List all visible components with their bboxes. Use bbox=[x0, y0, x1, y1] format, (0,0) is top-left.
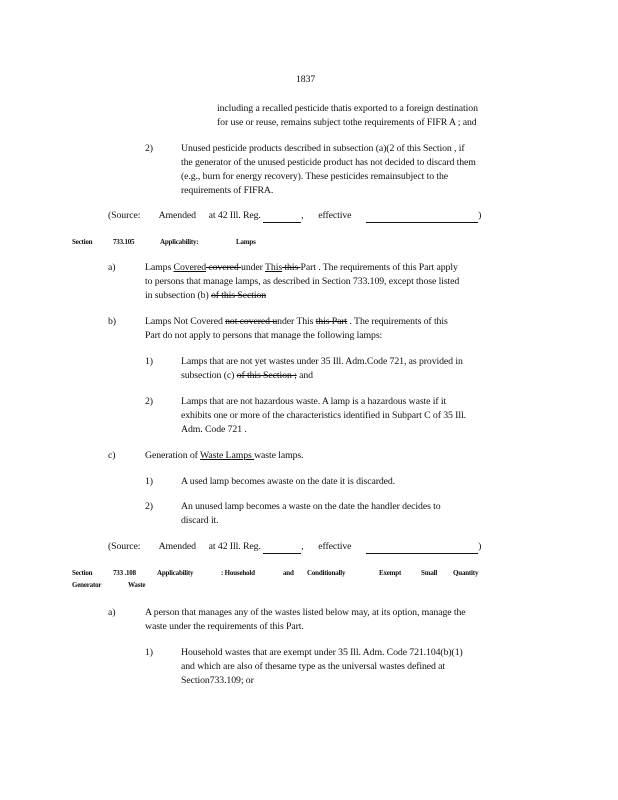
deleted-text: not covered u bbox=[225, 316, 278, 327]
source-reg: at 42 Ill. Reg. bbox=[208, 210, 261, 221]
section-number: 733.105 bbox=[113, 238, 135, 246]
text-run: under bbox=[241, 262, 266, 273]
deleted-text: this Part bbox=[315, 316, 348, 327]
text-run: . The requirements of this bbox=[347, 316, 448, 327]
text-run: nder This bbox=[277, 316, 316, 327]
source-note bbox=[108, 209, 481, 223]
item-c2-line-2: discard it. bbox=[181, 515, 219, 526]
inserted-text: Waste Lamps bbox=[200, 450, 255, 461]
paragraph-108a-line-2: waste under the requirements of this Part. bbox=[145, 621, 304, 632]
inserted-text: Covered bbox=[173, 262, 207, 273]
source-label: (Source: bbox=[108, 210, 141, 221]
paragraph-b-line-1 bbox=[145, 315, 448, 329]
item-number: 2) bbox=[145, 501, 153, 512]
paragraph-b-line-2: Part do not apply to persons that manage the following lamps: bbox=[145, 330, 383, 341]
source-note bbox=[108, 540, 481, 554]
continuation-line-1: including a recalled pesticide thatis exported to a foreign destination bbox=[217, 103, 478, 114]
section-title-word: and bbox=[283, 569, 294, 577]
section-label: Section bbox=[72, 569, 93, 577]
item-2-line-1: Unused pesticide products described in subsection (a)(2 of this Section , if bbox=[181, 143, 465, 154]
text-run: waste lamps. bbox=[254, 450, 304, 461]
source-comma: , bbox=[301, 210, 304, 221]
section-label: Section bbox=[72, 238, 93, 246]
section-title: Applicability: bbox=[160, 238, 199, 246]
effective-blank bbox=[366, 212, 478, 223]
item-b1-line-1: Lamps that are not yet wastes under 35 Ill. Adm.Code 721, as provided in bbox=[181, 356, 463, 367]
text-run: Lamps Not Covered bbox=[145, 316, 226, 327]
text-run: and bbox=[296, 370, 313, 381]
paragraph-a-line-1 bbox=[145, 261, 458, 275]
text-run: Part . The requirements of this Part apply bbox=[300, 262, 458, 273]
item-b1-line-2 bbox=[181, 369, 313, 383]
source-effective: effective bbox=[318, 541, 352, 552]
item-number: 2) bbox=[145, 396, 153, 407]
item-2-line-4: requirements of FIFRA. bbox=[181, 185, 274, 196]
section-title-word: Exempt bbox=[379, 569, 402, 577]
item-number: b) bbox=[108, 316, 116, 327]
paragraph-a-line-3 bbox=[145, 289, 266, 303]
section-title-word: Waste bbox=[128, 581, 146, 589]
paragraph-c-line-1 bbox=[145, 449, 303, 463]
text-run: in subsection (b) bbox=[145, 290, 211, 301]
deleted-text: of this Section ; bbox=[236, 370, 297, 381]
inserted-text: This bbox=[265, 262, 283, 273]
item-number: a) bbox=[108, 607, 116, 618]
item-108a1-line-1: Household wastes that are exempt under 35 Ill. Adm. Code 721.104(b)(1) bbox=[181, 647, 463, 658]
source-amended: Amended bbox=[158, 541, 196, 552]
section-number: 733 .108 bbox=[113, 569, 136, 577]
source-close: ) bbox=[478, 210, 482, 221]
section-title-word: Generator bbox=[72, 581, 102, 589]
item-108a1-line-2: and which are also of thesame type as the universal wastes defined at bbox=[181, 661, 446, 672]
deleted-text: this bbox=[282, 262, 301, 273]
item-108a1-line-3: Section733.109; or bbox=[181, 675, 254, 686]
text-run: Lamps bbox=[145, 262, 174, 273]
item-c1-line-1: A used lamp becomes awaste on the date it is discarded. bbox=[181, 476, 396, 487]
section-subtitle: Lamps bbox=[236, 238, 256, 246]
section-title-word: : Household bbox=[221, 569, 255, 577]
source-reg: at 42 Ill. Reg. bbox=[208, 541, 261, 552]
paragraph-108a-line-1: A person that manages any of the wastes listed below may, at its option, manage the bbox=[145, 607, 466, 618]
item-b2-line-3: Adm. Code 721 . bbox=[181, 424, 247, 435]
source-effective: effective bbox=[318, 210, 352, 221]
deleted-text: of this Section bbox=[210, 290, 267, 301]
section-title-word: Conditionally bbox=[307, 569, 346, 577]
paragraph-a-line-2: to persons that manage lamps, as described in Section 733.109, except those listed bbox=[145, 276, 460, 287]
continuation-line-2: for use or reuse, remains subject tothe requirements of FIFR A ; and bbox=[217, 117, 477, 128]
source-comma: , bbox=[301, 541, 304, 552]
item-number: 2) bbox=[145, 143, 153, 154]
text-run: Generation of bbox=[145, 450, 201, 461]
text-run: subsection (c) bbox=[181, 370, 237, 381]
source-amended: Amended bbox=[158, 210, 196, 221]
section-title: Applicability bbox=[157, 569, 194, 577]
item-number: 1) bbox=[145, 647, 153, 658]
deleted-text: covered bbox=[206, 262, 242, 273]
section-title-word: Quantity bbox=[453, 569, 479, 577]
item-number: a) bbox=[108, 262, 116, 273]
item-2-line-2: the generator of the unused pesticide product has not decided to discard them bbox=[181, 157, 476, 168]
effective-blank bbox=[366, 543, 478, 554]
page-number: 1837 bbox=[296, 74, 316, 85]
item-number: 1) bbox=[145, 356, 153, 367]
item-number: 1) bbox=[145, 476, 153, 487]
source-close: ) bbox=[478, 541, 482, 552]
item-b2-line-1: Lamps that are not hazardous waste. A lamp is a hazardous waste if it bbox=[181, 396, 447, 407]
item-2-line-3: (e.g., burn for energy recovery). These pesticides remainsubject to the bbox=[181, 171, 449, 182]
item-number: c) bbox=[108, 450, 116, 461]
reg-blank bbox=[263, 210, 304, 223]
section-title-word: Small bbox=[421, 569, 438, 577]
item-b2-line-2: exhibits one or more of the characteristics identified in Subpart C of 35 Ill. bbox=[181, 410, 466, 421]
source-label: (Source: bbox=[108, 541, 141, 552]
reg-blank bbox=[263, 541, 304, 554]
item-c2-line-1: An unused lamp becomes a waste on the date the handler decides to bbox=[181, 501, 441, 512]
